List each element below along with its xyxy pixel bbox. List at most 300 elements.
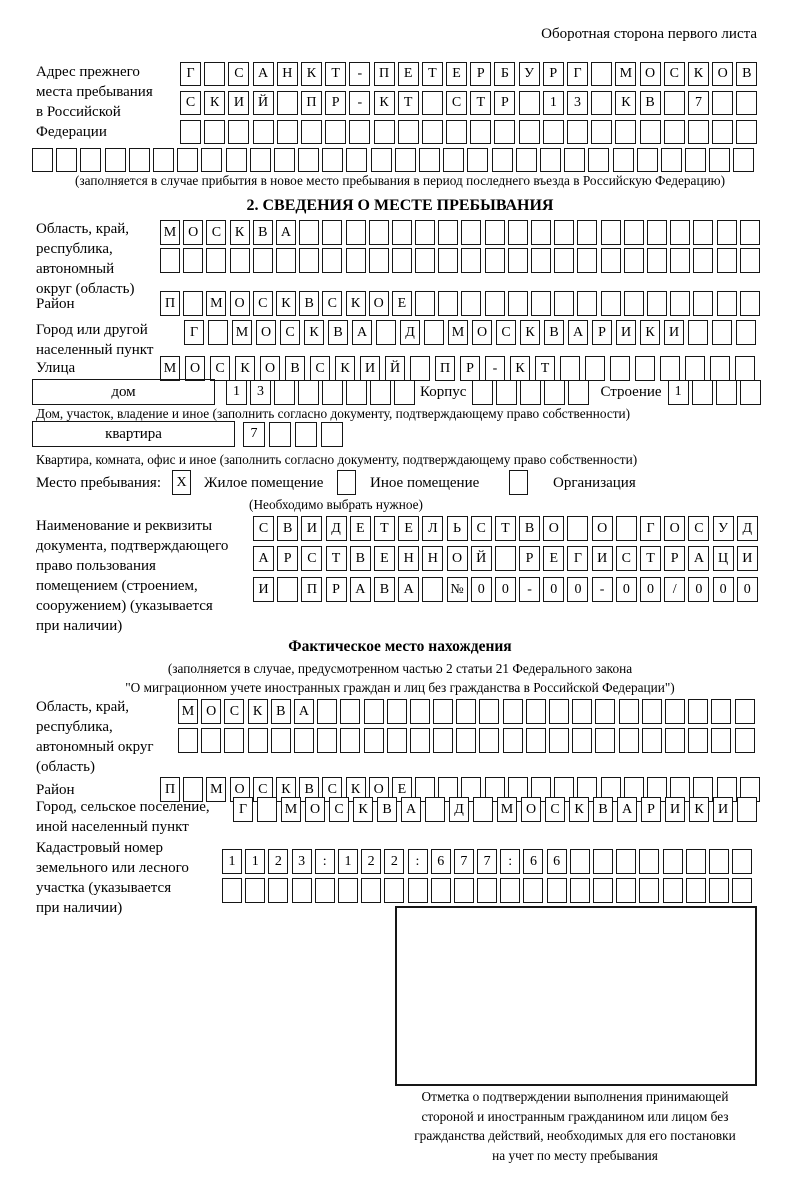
char-cell-empty — [299, 220, 319, 245]
char-cell-filled: В — [299, 777, 319, 802]
char-cell-empty — [129, 148, 150, 172]
char-cell-empty — [616, 878, 636, 903]
char-cell-empty — [456, 728, 476, 753]
char-cell-filled: О — [260, 356, 280, 381]
char-cell-empty — [228, 120, 249, 144]
char-cell-filled: Г — [567, 546, 588, 571]
stay-type-option-label: Организация — [553, 475, 636, 491]
char-cell-empty — [577, 220, 597, 245]
char-cell-empty — [419, 148, 440, 172]
char-cell-empty — [322, 148, 343, 172]
apartment-box: квартира — [32, 421, 235, 447]
char-cell-empty — [395, 148, 416, 172]
char-cell-empty — [485, 291, 505, 316]
char-cell-filled: О — [640, 62, 661, 86]
stay-type-label: Место пребывания: — [36, 475, 161, 491]
char-cell-filled: О — [183, 220, 203, 245]
char-cell-filled: И — [228, 91, 249, 115]
char-cell-filled: К — [569, 797, 589, 822]
char-cell-empty — [661, 148, 682, 172]
char-cell-filled: М — [206, 291, 226, 316]
char-cell-empty — [479, 728, 499, 753]
char-cell-empty — [369, 220, 389, 245]
char-cell-empty — [180, 120, 201, 144]
stay-type-row — [0, 470, 800, 495]
street-label: Улица — [36, 360, 76, 376]
char-cell-filled: К — [615, 91, 636, 115]
char-cell-empty — [317, 699, 337, 724]
char-cell-filled: 2 — [384, 849, 404, 874]
al-city-label-line: иной населенный пункт — [36, 819, 189, 835]
al-region-label-line: республика, — [36, 719, 113, 735]
char-cell-empty — [274, 148, 295, 172]
char-cell-filled: О — [201, 699, 221, 724]
char-cell-empty — [663, 878, 683, 903]
char-cell-empty — [346, 380, 367, 405]
region-label — [36, 219, 134, 299]
char-cell-filled: Е — [398, 516, 419, 541]
char-cell-empty — [591, 62, 612, 86]
char-cell-empty — [201, 728, 221, 753]
char-cell-empty — [610, 356, 630, 381]
char-cell-filled: С — [253, 516, 274, 541]
char-cell-empty — [32, 148, 53, 172]
char-cell-empty — [572, 728, 592, 753]
char-cell-empty — [183, 291, 203, 316]
char-cell-empty — [461, 220, 481, 245]
char-cell-empty — [616, 516, 637, 541]
prev-address-row-4 — [32, 148, 758, 172]
char-cell-filled: Д — [449, 797, 469, 822]
char-cell-filled: В — [736, 62, 757, 86]
char-cell-filled: Г — [567, 62, 588, 86]
stay-type-checkbox-inoe — [337, 470, 356, 495]
char-cell-empty — [394, 380, 415, 405]
char-cell-filled: Д — [737, 516, 758, 541]
char-cell-filled: 7 — [243, 422, 265, 447]
char-cell-filled: Р — [519, 546, 540, 571]
char-cell-filled: Р — [460, 356, 480, 381]
char-cell-empty — [560, 356, 580, 381]
char-cell-empty — [325, 120, 346, 144]
char-cell-empty — [410, 728, 430, 753]
char-cell-empty — [709, 148, 730, 172]
city-label — [36, 320, 153, 360]
char-cell-empty — [624, 248, 644, 273]
char-cell-filled: К — [346, 777, 366, 802]
char-cell-empty — [410, 356, 430, 381]
char-cell-empty — [470, 120, 491, 144]
char-cell-filled: С — [545, 797, 565, 822]
char-cell-empty — [640, 120, 661, 144]
char-cell-empty — [346, 148, 367, 172]
cadastre-label — [36, 838, 189, 918]
prev-address-label-line: в Российской — [36, 104, 121, 120]
char-cell-empty — [178, 728, 198, 753]
char-cell-filled: 1 — [543, 91, 564, 115]
char-cell-filled: К — [640, 320, 660, 345]
char-cell-filled: 7 — [688, 91, 709, 115]
char-cell-filled: С — [446, 91, 467, 115]
char-cell-empty — [80, 148, 101, 172]
char-cell-filled: П — [160, 777, 180, 802]
char-cell-empty — [206, 248, 226, 273]
prev-address-note: (заполняется в случае прибытия в новое место пребывания в период последнего въезда в Российскую Федерацию) — [74, 173, 726, 188]
char-cell-empty — [105, 148, 126, 172]
char-cell-filled: В — [299, 291, 319, 316]
char-cell-filled: / — [664, 577, 685, 602]
char-cell-empty — [496, 380, 517, 405]
char-cell-filled: С — [210, 356, 230, 381]
char-cell-filled: И — [664, 320, 684, 345]
char-cell-empty — [686, 878, 706, 903]
char-cell-filled: 6 — [431, 849, 451, 874]
al-region-label — [36, 697, 154, 777]
char-cell-filled: К — [346, 291, 366, 316]
char-cell-filled: 2 — [361, 849, 381, 874]
char-cell-filled: А — [276, 220, 296, 245]
char-cell-filled: К — [276, 291, 296, 316]
prev-address-row-2 — [180, 91, 761, 115]
char-cell-filled: К — [374, 91, 395, 115]
char-cell-filled: Й — [253, 91, 274, 115]
char-cell-filled: И — [592, 546, 613, 571]
al-district-label: Район — [36, 782, 75, 798]
char-cell-empty — [688, 120, 709, 144]
district-label: Район — [36, 296, 75, 312]
char-cell-filled: В — [544, 320, 564, 345]
char-cell-empty — [392, 248, 412, 273]
prev-address-label — [36, 62, 153, 142]
char-cell-filled: Д — [326, 516, 347, 541]
char-cell-empty — [619, 728, 639, 753]
char-cell-empty — [570, 878, 590, 903]
char-cell-empty — [250, 148, 271, 172]
char-cell-empty — [224, 728, 244, 753]
char-cell-empty — [340, 699, 360, 724]
char-cell-filled: О — [592, 516, 613, 541]
char-cell-filled: П — [301, 91, 322, 115]
char-cell-filled: Г — [180, 62, 201, 86]
char-cell-empty — [692, 380, 713, 405]
char-cell-empty — [322, 220, 342, 245]
char-cell-empty — [298, 380, 319, 405]
char-cell-filled: В — [350, 546, 371, 571]
char-cell-empty — [317, 728, 337, 753]
char-cell-empty — [392, 220, 412, 245]
actual-location-note-1: (заполняется в случае, предусмотренном частью 2 статьи 21 Федерального закона — [167, 661, 633, 676]
char-cell-empty — [177, 148, 198, 172]
char-cell-filled: К — [304, 320, 324, 345]
char-cell-empty — [492, 148, 513, 172]
char-cell-empty — [438, 291, 458, 316]
char-cell-empty — [593, 849, 613, 874]
char-cell-filled: С — [253, 777, 273, 802]
char-cell-empty — [384, 878, 404, 903]
char-cell-empty — [639, 878, 659, 903]
char-cell-empty — [472, 380, 493, 405]
char-cell-filled: О — [230, 291, 250, 316]
char-cell-empty — [376, 320, 396, 345]
char-cell-empty — [740, 220, 760, 245]
char-cell-filled: Д — [400, 320, 420, 345]
char-cell-empty — [523, 878, 543, 903]
house-cells — [226, 380, 418, 405]
char-cell-empty — [408, 878, 428, 903]
prev-address-row-3 — [180, 120, 761, 144]
char-cell-empty — [204, 120, 225, 144]
char-cell-filled: 2 — [268, 849, 288, 874]
section2-title: 2. СВЕДЕНИЯ О МЕСТЕ ПРЕБЫВАНИЯ — [246, 197, 554, 214]
char-cell-filled: С — [206, 220, 226, 245]
char-cell-filled: Т — [470, 91, 491, 115]
char-cell-empty — [461, 291, 481, 316]
char-cell-empty — [346, 248, 366, 273]
char-cell-filled: К — [353, 797, 373, 822]
doc-label-line: сооружением) (указывается — [36, 598, 213, 614]
char-cell-filled: Л — [422, 516, 443, 541]
char-cell-empty — [591, 120, 612, 144]
char-cell-empty — [500, 878, 520, 903]
char-cell-filled: О — [447, 546, 468, 571]
confirmation-mark-box — [395, 906, 757, 1086]
char-cell-filled: 7 — [477, 849, 497, 874]
actual-location-note-2: "О миграционном учете иностранных граждан и лиц без гражданства в Российской Федерации") — [125, 680, 675, 695]
char-cell-empty — [56, 148, 77, 172]
char-cell-empty — [321, 422, 343, 447]
char-cell-filled: Й — [385, 356, 405, 381]
char-cell-filled: В — [377, 797, 397, 822]
char-cell-filled: Р — [277, 546, 298, 571]
city-label-line: Город или другой — [36, 322, 148, 338]
cadastre-row-2 — [222, 878, 755, 903]
char-cell-filled: В — [271, 699, 291, 724]
char-cell-empty — [642, 728, 662, 753]
char-cell-filled: И — [737, 546, 758, 571]
char-cell-empty — [422, 120, 443, 144]
char-cell-empty — [364, 728, 384, 753]
char-cell-empty — [664, 120, 685, 144]
char-cell-filled: К — [520, 320, 540, 345]
prev-address-row-1 — [180, 62, 761, 86]
house-box: дом — [32, 379, 215, 405]
char-cell-empty — [688, 320, 708, 345]
char-cell-empty — [299, 248, 319, 273]
confirmation-caption-line: стороной и иностранным гражданином или лицом без — [421, 1108, 729, 1124]
char-cell-filled: М — [160, 220, 180, 245]
char-cell-filled: Ц — [713, 546, 734, 571]
char-cell-filled: А — [352, 320, 372, 345]
char-cell-empty — [568, 380, 589, 405]
char-cell-empty — [647, 291, 667, 316]
char-cell-empty — [431, 878, 451, 903]
char-cell-filled: А — [253, 546, 274, 571]
char-cell-empty — [485, 220, 505, 245]
char-cell-empty — [531, 220, 551, 245]
char-cell-empty — [663, 849, 683, 874]
char-cell-empty — [619, 699, 639, 724]
char-cell-filled: : — [500, 849, 520, 874]
char-cell-empty — [717, 248, 737, 273]
char-cell-filled: С — [310, 356, 330, 381]
char-cell-empty — [183, 248, 203, 273]
char-cell-filled: А — [688, 546, 709, 571]
char-cell-empty — [370, 380, 391, 405]
char-cell-filled: 3 — [250, 380, 271, 405]
char-cell-empty — [577, 291, 597, 316]
char-cell-filled: М — [160, 356, 180, 381]
char-cell-empty — [410, 699, 430, 724]
char-cell-filled: О — [369, 777, 389, 802]
stay-type-note: (Необходимо выбрать нужное) — [249, 497, 423, 512]
prev-address-label-line: Федерации — [36, 124, 107, 140]
char-cell-empty — [547, 878, 567, 903]
al-city-label — [36, 797, 210, 837]
char-cell-empty — [268, 878, 288, 903]
char-cell-filled: С — [496, 320, 516, 345]
char-cell-filled: О — [185, 356, 205, 381]
char-cell-filled: Р — [641, 797, 661, 822]
char-cell-filled: И — [253, 577, 274, 602]
char-cell-empty — [647, 248, 667, 273]
char-cell-empty — [433, 699, 453, 724]
char-cell-filled: Т — [422, 62, 443, 86]
char-cell-filled: Б — [494, 62, 515, 86]
char-cell-filled: С — [224, 699, 244, 724]
confirmation-caption — [385, 1087, 765, 1165]
char-cell-empty — [740, 248, 760, 273]
char-cell-filled: К — [204, 91, 225, 115]
doc-label-line: право пользования — [36, 558, 156, 574]
actual-location-title: Фактическое место нахождения — [288, 638, 512, 655]
char-cell-filled: В — [277, 516, 298, 541]
char-cell-filled: - — [349, 91, 370, 115]
char-cell-empty — [467, 148, 488, 172]
char-cell-empty — [519, 120, 540, 144]
char-cell-filled: 0 — [495, 577, 516, 602]
char-cell-filled: С — [322, 291, 342, 316]
char-cell-empty — [735, 728, 755, 753]
char-cell-filled: М — [281, 797, 301, 822]
char-cell-empty — [461, 248, 481, 273]
doc-label-line: Наименование и реквизиты — [36, 518, 213, 534]
char-cell-empty — [495, 546, 516, 571]
char-cell-filled: С — [664, 62, 685, 86]
char-cell-filled: Н — [277, 62, 298, 86]
char-cell-empty — [736, 120, 757, 144]
char-cell-empty — [635, 356, 655, 381]
char-cell-filled: М — [178, 699, 198, 724]
char-cell-filled: 0 — [737, 577, 758, 602]
char-cell-empty — [624, 220, 644, 245]
char-cell-empty — [670, 248, 690, 273]
stroenie-label: Строение — [600, 384, 662, 400]
char-cell-empty — [717, 291, 737, 316]
char-cell-empty — [248, 728, 268, 753]
apartment-cells — [243, 422, 347, 447]
doc-row-3 — [253, 577, 761, 602]
char-cell-filled: И — [665, 797, 685, 822]
cadastre-label-line: участка (указывается — [36, 880, 172, 896]
char-cell-empty — [338, 878, 358, 903]
char-cell-empty — [688, 728, 708, 753]
prev-address-label-line: Адрес прежнего — [36, 64, 140, 80]
char-cell-filled: Т — [398, 91, 419, 115]
char-cell-empty — [508, 220, 528, 245]
char-cell-filled: В — [374, 577, 395, 602]
char-cell-empty — [274, 380, 295, 405]
char-cell-empty — [222, 878, 242, 903]
char-cell-filled: П — [374, 62, 395, 86]
char-cell-empty — [208, 320, 228, 345]
char-cell-empty — [693, 291, 713, 316]
char-cell-empty — [508, 291, 528, 316]
char-cell-empty — [387, 699, 407, 724]
char-cell-empty — [564, 148, 585, 172]
char-cell-empty — [415, 220, 435, 245]
char-cell-filled: Р — [470, 62, 491, 86]
char-cell-filled: В — [593, 797, 613, 822]
page-header-note: Оборотная сторона первого листа — [541, 26, 757, 42]
char-cell-empty — [540, 148, 561, 172]
char-cell-empty — [245, 878, 265, 903]
char-cell-empty — [322, 248, 342, 273]
char-cell-empty — [271, 728, 291, 753]
char-cell-filled: А — [568, 320, 588, 345]
char-cell-filled: Е — [543, 546, 564, 571]
char-cell-empty — [253, 120, 274, 144]
char-cell-filled: С — [280, 320, 300, 345]
char-cell-filled: В — [253, 220, 273, 245]
char-cell-empty — [693, 220, 713, 245]
char-cell-empty — [543, 120, 564, 144]
char-cell-filled: Е — [374, 546, 395, 571]
char-cell-filled: Т — [326, 546, 347, 571]
char-cell-empty — [549, 699, 569, 724]
region-label-line: автономный — [36, 261, 115, 277]
char-cell-empty — [577, 248, 597, 273]
char-cell-empty — [554, 220, 574, 245]
char-cell-empty — [519, 91, 540, 115]
al-city-row — [233, 797, 761, 822]
char-cell-filled: О — [472, 320, 492, 345]
char-cell-filled: С — [180, 91, 201, 115]
char-cell-empty — [647, 220, 667, 245]
char-cell-empty — [257, 797, 277, 822]
char-cell-filled: Е — [398, 62, 419, 86]
char-cell-empty — [737, 797, 757, 822]
char-cell-filled: Р — [592, 320, 612, 345]
char-cell-filled: Т — [535, 356, 555, 381]
char-cell-filled: А — [401, 797, 421, 822]
char-cell-empty — [531, 248, 551, 273]
char-cell-filled: О — [369, 291, 389, 316]
char-cell-empty — [415, 248, 435, 273]
char-cell-empty — [615, 120, 636, 144]
char-cell-empty — [443, 148, 464, 172]
char-cell-empty — [716, 380, 737, 405]
char-cell-empty — [294, 728, 314, 753]
doc-label-line: помещением (строением, — [36, 578, 198, 594]
char-cell-filled: А — [617, 797, 637, 822]
char-cell-empty — [485, 248, 505, 273]
cadastre-label-line: Кадастровый номер — [36, 840, 163, 856]
char-cell-empty — [503, 699, 523, 724]
district-row — [160, 291, 763, 316]
doc-row-2 — [253, 546, 761, 571]
char-cell-empty — [624, 291, 644, 316]
doc-label — [36, 516, 228, 636]
